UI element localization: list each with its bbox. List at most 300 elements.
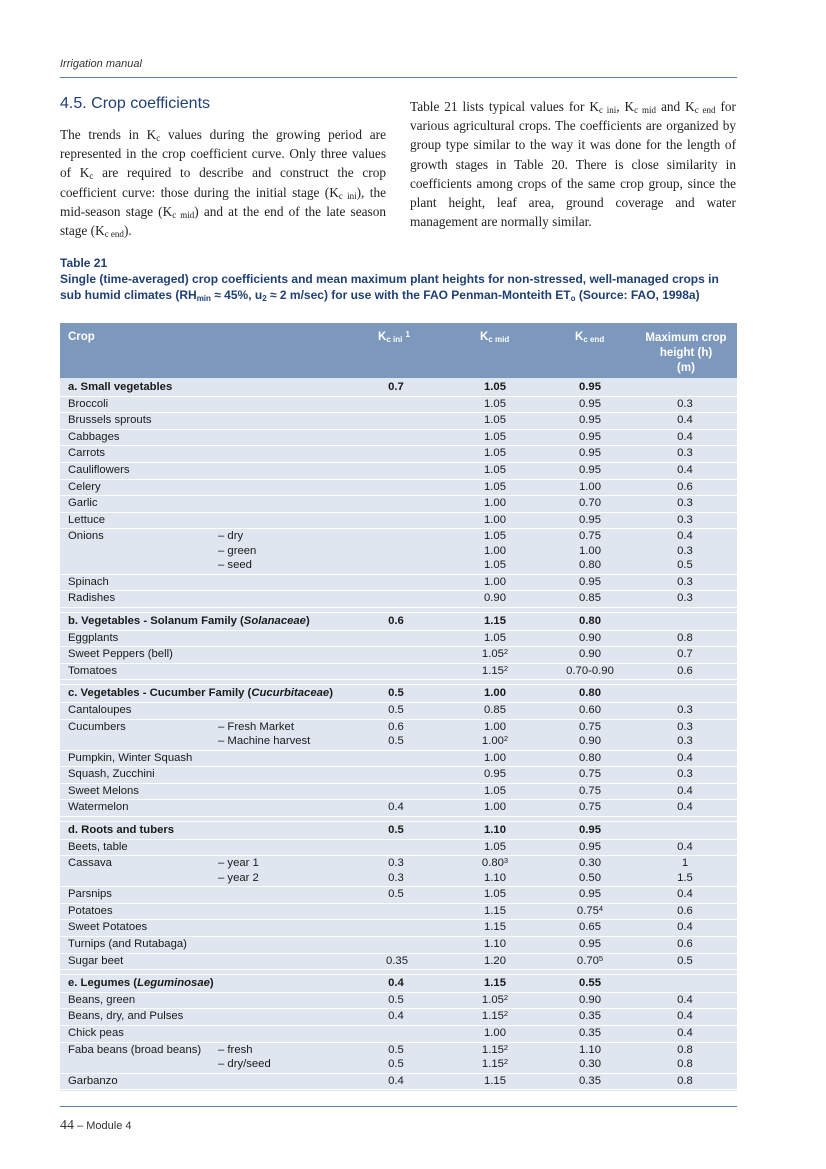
cell-crop [68, 398, 108, 410]
footnote-mark: 4 [598, 903, 604, 913]
crop-name: Beets, table [68, 840, 128, 853]
crop-name: Onions [68, 530, 104, 543]
cell-value: 0.3 [677, 513, 693, 526]
cell-crop [68, 977, 214, 989]
row-separator [60, 919, 737, 920]
crop-name: Garlic [68, 497, 98, 510]
cell-value: 0.5 [388, 735, 404, 747]
cell-kc-mid [460, 977, 530, 989]
cell-value: 0.3 [677, 735, 693, 747]
cell-value: 0.4 [677, 784, 693, 797]
cell-kc-end [555, 721, 625, 733]
cell-max-height [650, 1010, 720, 1022]
cell-kc-end [555, 1075, 625, 1087]
cell-variant: – year 1 [218, 857, 259, 870]
cell-value: 0.90 [579, 648, 601, 661]
cell-max-height [650, 398, 720, 410]
cell-kc-end [555, 665, 625, 677]
header-max-height: Maximum crop height (h) (m) [645, 332, 727, 374]
cell-kc-ini [386, 615, 406, 627]
cell-max-height [650, 414, 720, 426]
row-separator [60, 1089, 737, 1090]
crop-family-latin: Cucurbitaceae [251, 687, 330, 700]
cell-value: 1.00 [484, 720, 506, 733]
cell-crop [68, 841, 128, 853]
cell-value: 0.90 [484, 592, 506, 605]
running-head: Irrigation manual [60, 58, 142, 70]
cell-kc-mid [460, 938, 530, 950]
subscript: c ini [598, 105, 617, 115]
cell-value: 0.85 [579, 592, 601, 605]
cell-crop [68, 768, 155, 780]
group-separator [60, 974, 737, 975]
crop-name: Beans, green [68, 993, 136, 1006]
cell-kc-end [555, 888, 625, 900]
cell-value: 0.95 [484, 768, 506, 781]
cell-value: 1.15 [484, 977, 506, 990]
cell-kc-end [555, 857, 625, 869]
cell-kc-mid [460, 592, 530, 604]
crop-name: Broccoli [68, 397, 109, 410]
cell-kc-end [555, 938, 625, 950]
cell-kc-mid [460, 921, 530, 933]
cell-value: 0.5 [388, 1058, 404, 1070]
cell-value: 1.00 [484, 801, 506, 814]
cell-kc-mid [460, 576, 530, 588]
cell-kc-mid [460, 481, 530, 493]
cell-max-height [650, 905, 720, 917]
cell-value: 1.00 [484, 687, 506, 700]
cell-crop [68, 704, 131, 716]
cell-kc-ini [386, 955, 406, 967]
cell-max-height [650, 921, 720, 933]
crop-name: Lettuce [68, 513, 106, 526]
cell-kc-mid [460, 530, 530, 542]
cell-kc-mid [460, 905, 530, 917]
row-separator [60, 750, 737, 751]
crop-name-end: ) [305, 615, 310, 627]
cell-max-height [650, 704, 720, 716]
header-rule [60, 77, 737, 78]
cell-value: 1.05 [484, 397, 506, 410]
text-run: ≈ 45%, u [210, 287, 263, 302]
cell-kc-ini [386, 721, 406, 733]
cell-value: 0.8 [677, 1058, 693, 1070]
row-separator [60, 590, 737, 591]
crop-name: Pumpkin, Winter Squash [68, 751, 193, 764]
text-run: for various agricultural crops. The coefficients are organized by group type similar to the way it was done for the length of growth stages in Table 20. There is close similarity in coefficients among crops of the same crop group, since the plant height, leaf area, ground coverage and water management are normally similar. [410, 99, 736, 230]
cell-value: 0.8 [677, 631, 693, 644]
cell-kc-mid [460, 872, 530, 884]
row-separator [60, 1073, 737, 1074]
crop-name-end: ) [209, 977, 214, 990]
cell-max-height [650, 857, 720, 869]
cell-value: 0.3 [677, 497, 693, 510]
subscript: c end [694, 105, 716, 115]
cell-value: 0.95 [579, 824, 601, 836]
crop-name: Brussels sprouts [68, 414, 152, 427]
cell-value: 1.00 [579, 480, 601, 493]
cell-kc-end [555, 648, 625, 660]
row-separator [60, 574, 737, 575]
cell-kc-mid [460, 648, 530, 660]
cell-max-height [650, 841, 720, 853]
cell-value: 0.80 [579, 615, 601, 627]
subscript: c ini [338, 190, 357, 201]
crop-name: Cabbages [68, 430, 120, 443]
cell-max-height [650, 994, 720, 1006]
row-separator [60, 462, 737, 463]
cell-value: 1.5 [677, 871, 693, 884]
cell-value: 1.05 [484, 559, 506, 572]
row-separator [60, 855, 737, 856]
cell-kc-ini [386, 735, 406, 747]
cell-value: 0.70 [576, 954, 599, 967]
cell-value: 0.5 [388, 993, 404, 1006]
footnote-mark: 2 [503, 647, 509, 657]
cell-kc-mid [460, 841, 530, 853]
cell-value: 0.5 [388, 1043, 404, 1056]
cell-crop [68, 431, 120, 443]
crop-name: Sweet Potatoes [68, 921, 148, 934]
cell-crop [68, 576, 109, 588]
cell-value: 0.35 [579, 1074, 601, 1087]
cell-value: 1.15 [481, 664, 504, 677]
row-separator [60, 630, 737, 631]
cell-kc-end [555, 576, 625, 588]
row-separator [60, 663, 737, 664]
cell-crop [68, 632, 118, 644]
cell-value: 0.80 [579, 751, 601, 764]
cell-kc-end [555, 592, 625, 604]
cell-value: 1.15 [481, 1058, 504, 1070]
cell-value: 0.8 [677, 1043, 693, 1056]
cell-value: 0.90 [579, 631, 601, 644]
cell-kc-end [555, 414, 625, 426]
crop-family-latin: Leguminosae [137, 977, 210, 990]
cell-kc-end [555, 735, 625, 747]
cell-value: 0.70-0.90 [566, 664, 614, 677]
cell-crop [68, 888, 112, 900]
text-run: The trends in K [60, 127, 157, 142]
cell-kc-mid [460, 414, 530, 426]
crop-coefficient-table [60, 323, 737, 1091]
cell-value: 0.7 [388, 381, 404, 393]
cell-kc-ini [386, 687, 406, 699]
crop-name: Squash, Zucchini [68, 768, 155, 781]
cell-value: 1.05 [484, 430, 506, 443]
crop-name: Tomatoes [68, 664, 117, 677]
cell-value: 0.5 [677, 559, 693, 572]
crop-name: Radishes [68, 592, 116, 605]
cell-value: 0.95 [579, 938, 601, 950]
footnote-mark: 2 [503, 663, 509, 673]
cell-value: 0.4 [677, 1027, 693, 1039]
cell-kc-mid [460, 687, 530, 699]
cell-value: 0.3 [677, 397, 693, 410]
cell-crop [68, 824, 174, 836]
cell-max-height [650, 497, 720, 509]
header-kc-mid: $K_{c mid}$ [480, 331, 510, 344]
cell-crop [68, 665, 117, 677]
cell-crop [68, 955, 123, 967]
cell-kc-mid [460, 431, 530, 443]
cell-kc-end [555, 801, 625, 813]
crop-name: Potatoes [68, 904, 113, 917]
cell-kc-end [555, 481, 625, 493]
cell-value: 0.3 [677, 704, 693, 716]
cell-kc-mid [460, 665, 530, 677]
cell-value: 0.3 [677, 575, 693, 588]
cell-kc-end [555, 977, 625, 989]
cell-value: 1.05 [484, 888, 506, 901]
cell-value: 0.95 [579, 397, 601, 410]
cell-kc-end [555, 514, 625, 526]
cell-value: 0.90 [579, 735, 601, 747]
cell-value: 1.15 [481, 1043, 504, 1056]
header-kc-ini: $K_{c ini}$ $^1$ [378, 330, 410, 344]
cell-value: 0.75 [579, 784, 601, 797]
cell-kc-end [555, 955, 625, 967]
row-separator [60, 839, 737, 840]
cell-crop [68, 381, 172, 393]
row-separator [60, 1008, 737, 1009]
crop-name: Cauliflowers [68, 464, 130, 476]
cell-value: 0.50 [579, 871, 601, 884]
cell-value: 0.4 [677, 801, 693, 814]
table-caption [60, 272, 740, 303]
cell-value: 0.4 [388, 801, 404, 814]
footnote-mark: 2 [503, 1042, 509, 1052]
text-run: ) and at the end of the late season stage (K [60, 203, 386, 239]
cell-value: 0.95 [579, 447, 601, 460]
row-separator [60, 495, 737, 496]
cell-crop [68, 1027, 124, 1039]
cell-kc-ini [386, 801, 406, 813]
cell-kc-mid [460, 559, 530, 571]
cell-value: 0.35 [579, 1010, 601, 1023]
cell-max-height [650, 1075, 720, 1087]
row-separator [60, 445, 737, 446]
row-separator [60, 799, 737, 800]
cell-kc-mid [460, 1075, 530, 1087]
cell-max-height [650, 1058, 720, 1070]
cell-max-height [650, 481, 720, 493]
subscript: min [196, 293, 211, 303]
row-separator [60, 607, 737, 608]
cell-value: 0.35 [579, 1027, 601, 1039]
subscript: o [570, 293, 576, 303]
cell-max-height [650, 801, 720, 813]
row-separator [60, 886, 737, 887]
cell-kc-ini [386, 824, 406, 836]
cell-kc-mid [460, 464, 530, 476]
cell-kc-mid [460, 615, 530, 627]
cell-max-height [650, 752, 720, 764]
text-run: , K [616, 99, 635, 114]
cell-kc-end [555, 921, 625, 933]
cell-value: 1.05 [481, 993, 504, 1006]
cell-value: 0.95 [579, 464, 601, 476]
cell-value: 0.6 [677, 480, 693, 493]
cell-max-height [650, 545, 720, 557]
row-separator [60, 766, 737, 767]
cell-max-height [650, 592, 720, 604]
cell-value: 0.75 [576, 904, 599, 917]
cell-kc-end [555, 1058, 625, 1070]
crop-name: Cantaloupes [68, 704, 132, 716]
cell-kc-end [555, 785, 625, 797]
cell-value: 1.05 [481, 648, 504, 661]
cell-value: 0.5 [388, 687, 404, 700]
cell-kc-mid [460, 735, 530, 747]
cell-crop [68, 687, 333, 699]
cell-kc-end [555, 632, 625, 644]
row-separator [60, 1042, 737, 1043]
cell-crop [68, 721, 126, 733]
cell-max-height [650, 768, 720, 780]
cell-crop [68, 921, 147, 933]
cell-kc-ini [386, 1058, 406, 1070]
crop-name: Carrots [68, 447, 106, 460]
crop-name: a. Small vegetables [68, 381, 173, 393]
cell-kc-mid [460, 955, 530, 967]
row-separator [60, 646, 737, 647]
cell-value: 1.00 [484, 1027, 506, 1039]
cell-kc-end [555, 1010, 625, 1022]
cell-value: 0.65 [579, 921, 601, 934]
cell-value: 1.15 [481, 1010, 504, 1023]
cell-crop [68, 994, 135, 1006]
cell-crop [68, 938, 187, 950]
cell-kc-ini [386, 857, 406, 869]
cell-kc-ini [386, 872, 406, 884]
cell-max-height [650, 632, 720, 644]
text-run: (Source: FAO, 1998a) [575, 287, 700, 302]
cell-value: 1.20 [484, 954, 506, 967]
crop-name: Cassava [68, 857, 112, 870]
header-kc-end: $K_{c end}$ [575, 331, 605, 344]
cell-value: 1.05 [484, 464, 506, 476]
cell-kc-mid [460, 857, 530, 869]
cell-value: 0.6 [388, 720, 404, 733]
cell-value: 0.7 [677, 648, 693, 661]
cell-max-height [650, 721, 720, 733]
row-separator [60, 816, 737, 817]
cell-kc-mid [460, 704, 530, 716]
cell-kc-ini [386, 888, 406, 900]
cell-value: 1.10 [484, 871, 506, 884]
cell-value: 0.85 [484, 704, 506, 716]
cell-value: 1.05 [484, 840, 506, 853]
cell-value: 1 [681, 857, 689, 870]
cell-value: 1.10 [579, 1043, 601, 1056]
cell-value: 0.30 [579, 1058, 601, 1070]
cell-value: 0.95 [579, 840, 601, 853]
crop-name: Cucumbers [68, 720, 126, 733]
cell-value: 0.8 [677, 1074, 693, 1087]
cell-value: 0.4 [388, 1010, 404, 1023]
cell-value: 0.4 [388, 977, 404, 990]
cell-max-height [650, 514, 720, 526]
cell-crop [68, 592, 115, 604]
cell-value: 0.95 [579, 381, 601, 393]
crop-name: Beans, dry, and Pulses [68, 1010, 184, 1023]
cell-kc-end [555, 1027, 625, 1039]
row-separator [60, 528, 737, 529]
cell-value: 1.00 [484, 751, 506, 764]
crop-name: d. Roots and tubers [68, 824, 175, 836]
cell-value: 0.4 [677, 888, 693, 901]
cell-variant: – green [218, 544, 257, 557]
cell-value: 0.30 [579, 857, 601, 870]
cell-value: 0.95 [579, 414, 601, 427]
text-run: values during the growing period are represented in the crop coefficient curve. Only three values of K [60, 127, 386, 181]
cell-value: 0.4 [677, 993, 693, 1006]
crop-name: Sugar beet [68, 954, 124, 967]
cell-value: 0.95 [579, 888, 601, 901]
cell-variant: – dry/seed [218, 1058, 271, 1070]
subscript: c end [104, 229, 124, 240]
crop-name: Sweet Melons [68, 784, 139, 797]
cell-value: 0.60 [579, 704, 601, 716]
cell-kc-end [555, 559, 625, 571]
section-title: 4.5. Crop coefficients [60, 95, 211, 112]
crop-name: Faba beans (broad beans) [68, 1043, 202, 1056]
row-separator [60, 479, 737, 480]
cell-value: 0.4 [677, 921, 693, 934]
cell-value: 1.15 [484, 904, 506, 917]
cell-value: 1.10 [484, 824, 506, 836]
cell-kc-mid [460, 721, 530, 733]
cell-value: 0.5 [388, 704, 404, 716]
cell-kc-ini [386, 1075, 406, 1087]
row-separator [60, 679, 737, 680]
cell-crop [68, 1044, 201, 1056]
cell-kc-ini [386, 977, 406, 989]
cell-value: 0.6 [677, 904, 693, 917]
cell-value: 1.00 [579, 544, 601, 557]
cell-value: 0.4 [677, 414, 693, 427]
cell-value: 0.4 [677, 1010, 693, 1023]
text-run: ). [123, 223, 132, 239]
cell-kc-end [555, 464, 625, 476]
cell-value: 0.75 [579, 801, 601, 814]
cell-value: 0.3 [677, 447, 693, 460]
cell-value: 0.5 [388, 888, 404, 901]
group-separator [60, 612, 737, 613]
cell-value: 0.4 [677, 840, 693, 853]
text-run: Single (time-averaged) crop coefficients and mean maximum plant heights for non-stressed, well-managed crops in sub humid climates (RH [60, 272, 719, 302]
cell-value: 0.4 [388, 1074, 404, 1087]
cell-value: 0.3 [388, 871, 404, 884]
cell-crop [68, 1075, 118, 1087]
cell-kc-end [555, 824, 625, 836]
row-separator [60, 1025, 737, 1026]
cell-kc-mid [460, 1010, 530, 1022]
cell-kc-end [555, 381, 625, 393]
cell-kc-mid [460, 398, 530, 410]
cell-value: 0.3 [388, 857, 404, 870]
footnote-mark: 2 [503, 1057, 509, 1066]
crop-name: Parsnips [68, 888, 112, 901]
cell-value: 0.4 [677, 464, 693, 476]
cell-kc-end [555, 545, 625, 557]
subscript: c mid [634, 105, 657, 115]
cell-value: 0.80 [481, 857, 504, 870]
cell-value: 0.95 [579, 430, 601, 443]
row-separator [60, 702, 737, 703]
